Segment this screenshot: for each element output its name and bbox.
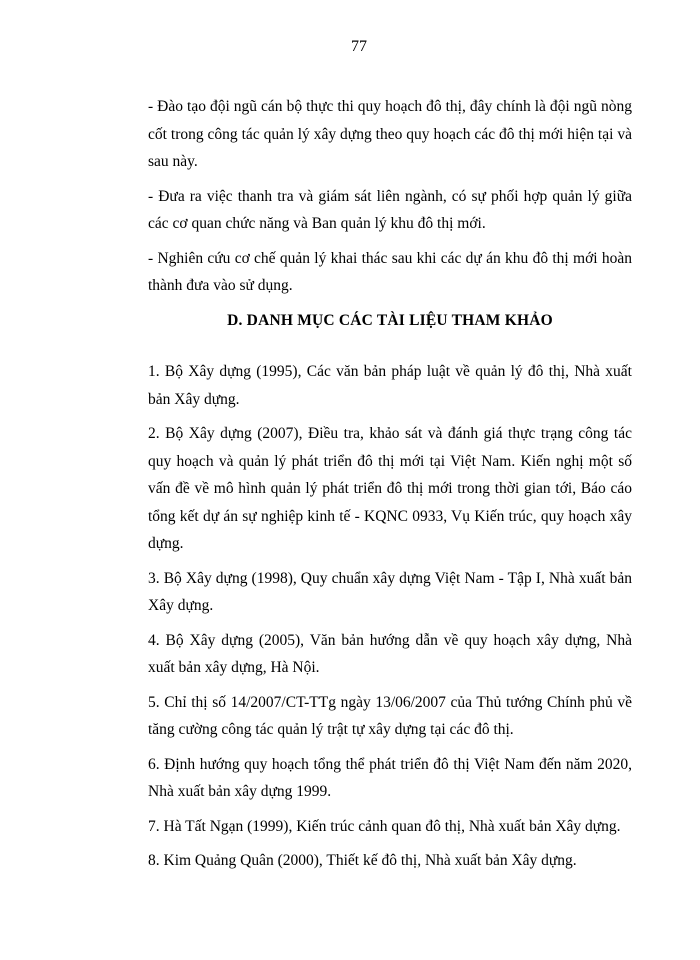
page-number: 77 (351, 38, 367, 55)
reference-item: 2. Bộ Xây dựng (2007), Điều tra, khảo sát và đánh giá thực trạng công tác quy hoạch và quản lý phát triển đô thị mới tại Việt Nam. Kiến nghị một số vấn đề về mô hình quản lý phát triển đô thị mới trong thời gian tới, Báo cáo tổng kết dự án sự nghiệp kinh tế - KQNC 0933, Vụ Kiến trúc, quy hoạch xây dựng. (148, 425, 632, 552)
reference-item: 8. Kim Quảng Quân (2000), Thiết kế đô thị, Nhà xuất bản Xây dựng. (148, 852, 577, 869)
reference-item: 6. Định hướng quy hoạch tổng thể phát triển đô thị Việt Nam đến năm 2020, Nhà xuất bản xây dựng 1999. (148, 755, 632, 800)
page-content (148, 93, 632, 882)
reference-item: 4. Bộ Xây dựng (2005), Văn bản hướng dẫn về quy hoạch xây dựng, Nhà xuất bản xây dựng, Hà Nội. (148, 631, 632, 676)
reference-item: 5. Chỉ thị số 14/2007/CT-TTg ngày 13/06/2007 của Thủ tướng Chính phủ về tăng cường công tác quản lý trật tự xây dựng tại các đô thị. (148, 693, 632, 738)
reference-item: 7. Hà Tất Ngạn (1999), Kiến trúc cảnh quan đô thị, Nhà xuất bản Xây dựng. (148, 817, 621, 835)
recommendation-paragraph: - Đưa ra việc thanh tra và giám sát liên ngành, có sự phối hợp quản lý giữa các cơ quan chức năng và Ban quản lý khu đô thị mới. (148, 187, 632, 232)
recommendation-paragraph: - Đào tạo đội ngũ cán bộ thực thi quy hoạch đô thị, đây chính là đội ngũ nòng cốt trong công tác quản lý xây dựng theo quy hoạch các đô thị mới hiện tại và sau này. (148, 98, 632, 170)
reference-item: 3. Bộ Xây dựng (1998), Quy chuẩn xây dựng Việt Nam - Tập I, Nhà xuất bản Xây dựng. (148, 569, 632, 614)
reference-item: 1. Bộ Xây dựng (1995), Các văn bản pháp luật về quản lý đô thị, Nhà xuất bản Xây dựng. (148, 363, 632, 408)
references-heading: D. DANH MỤC CÁC TÀI LIỆU THAM KHẢO (227, 311, 553, 329)
recommendation-paragraph: - Nghiên cứu cơ chế quản lý khai thác sau khi các dự án khu đô thị mới hoàn thành đưa vào sử dụng. (148, 249, 632, 294)
